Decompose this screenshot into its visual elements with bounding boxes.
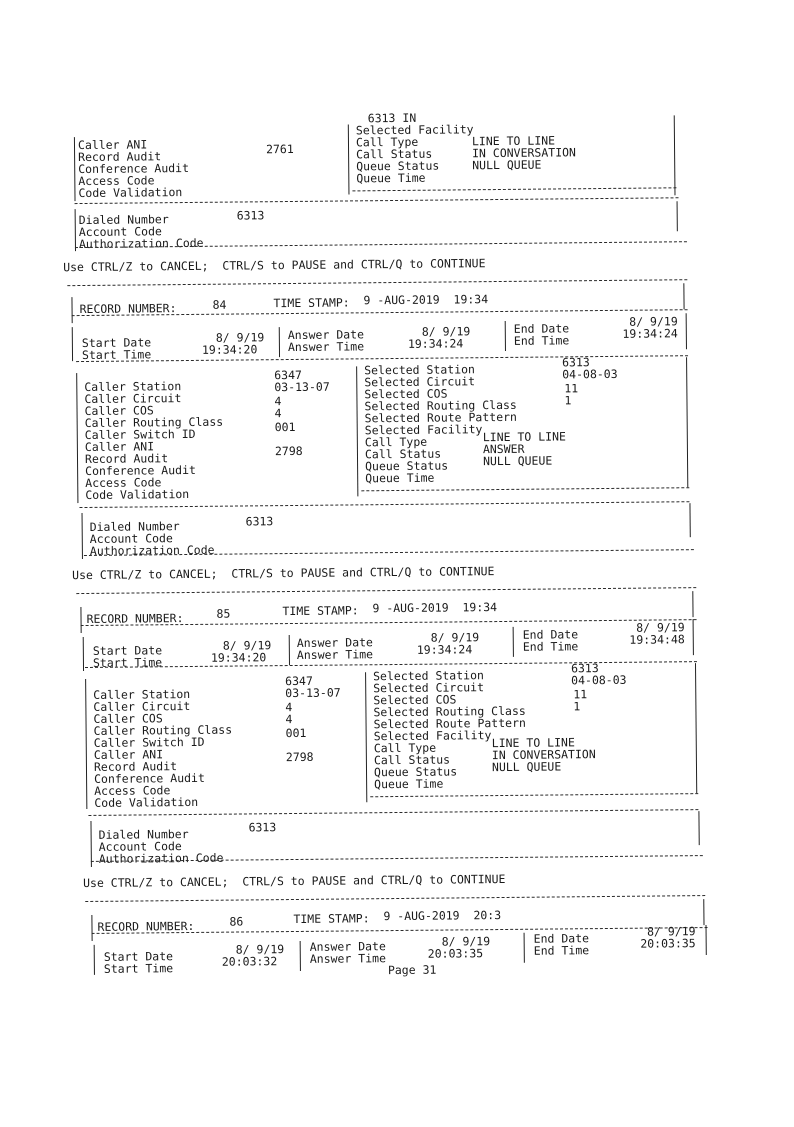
account-code-label: Account Code	[89, 531, 173, 546]
start-date: 8/ 9/19	[235, 942, 285, 957]
conference-audit-label: Conference Audit	[85, 462, 196, 478]
left-border	[83, 637, 84, 671]
divider	[352, 187, 676, 191]
keyboard-prompt: Use CTRL/Z to CANCEL; CTRL/S to PAUSE and CTRL/Q to CONTINUE	[63, 256, 486, 275]
end-date: 8/ 9/19	[629, 314, 678, 329]
queue-status-label: Queue Status	[365, 458, 449, 474]
column-divider	[300, 941, 301, 971]
access-code-label: Access Code	[78, 173, 155, 189]
authorization-code-label: Authorization Code	[98, 850, 224, 866]
caller-routing-class: 4	[274, 406, 282, 421]
left-border	[80, 607, 81, 633]
queue-status-value: NULL QUEUE	[472, 157, 542, 173]
answer-date-label: Answer Date	[309, 939, 386, 954]
right-border	[695, 663, 697, 793]
caller-switch-id: 001	[274, 419, 296, 435]
call-type: LINE TO LINE	[491, 735, 575, 751]
divider	[76, 587, 696, 594]
column-divider	[356, 366, 358, 496]
conference-audit-label: Conference Audit	[94, 770, 205, 786]
caller-station-label: Caller Station	[93, 686, 191, 702]
right-border	[686, 313, 687, 349]
partial-record	[0, 0, 789, 275]
right-border	[686, 357, 688, 487]
call-status: IN CONVERSATION	[491, 747, 596, 763]
divider	[370, 793, 698, 797]
left-border	[94, 945, 95, 975]
authorization-code-label: Authorization Code	[89, 542, 215, 558]
selected-station: 6313	[570, 661, 599, 676]
left-border	[72, 327, 73, 361]
start-date-label: Start Date	[81, 335, 152, 351]
selected-circuit: 04-08-03	[571, 672, 627, 688]
selected-station: 6313	[562, 355, 590, 370]
selected-cos-label: Selected COS	[373, 692, 457, 708]
queue-status-label: Queue Status	[356, 158, 440, 174]
dialed-number-value: 6313	[236, 208, 265, 223]
selected-routing-class-label: Selected Routing Class	[373, 703, 526, 720]
queue-status: NULL QUEUE	[482, 453, 553, 469]
code-validation-label: Code Validation	[94, 794, 199, 810]
divider	[67, 279, 687, 286]
right-border	[677, 201, 678, 231]
answer-time-label: Answer Time	[287, 339, 365, 355]
record-audit-label: Record Audit	[84, 451, 169, 466]
answer-time: 20:03:35	[427, 946, 484, 961]
keyboard-prompt: Use CTRL/Z to CANCEL; CTRL/S to PAUSE and CTRL/Q to CONTINUE	[72, 564, 495, 583]
queue-time-label: Queue Time	[356, 170, 426, 186]
time-stamp: 9 -AUG-2019 19:34	[372, 600, 498, 616]
time-stamp: 9 -AUG-2019 19:34	[363, 292, 489, 308]
selected-station-value: 6313 IN	[367, 110, 417, 126]
selected-circuit-label: Selected Circuit	[364, 374, 476, 390]
left-border	[76, 373, 78, 503]
selected-station-label: Selected Station	[373, 668, 484, 684]
answer-date-label: Answer Date	[296, 635, 374, 650]
caller-circuit: 03-13-07	[285, 685, 341, 701]
end-date-label: End Date	[522, 627, 579, 642]
divider	[88, 809, 698, 816]
end-time-label: End Time	[533, 943, 590, 958]
column-divider	[289, 635, 290, 665]
caller-cos-label: Caller COS	[93, 711, 163, 726]
code-validation-label: Code Validation	[85, 486, 190, 502]
call-status-label: Call Status	[364, 446, 442, 462]
caller-routing-class-label: Caller Routing Class	[93, 722, 233, 738]
selected-facility-label: Selected Facility	[355, 122, 474, 138]
record-number: 85	[216, 606, 231, 621]
call-type: LINE TO LINE	[482, 429, 566, 445]
caller-circuit: 03-13-07	[274, 379, 330, 395]
caller-cos-label: Caller COS	[84, 403, 154, 418]
time-stamp-label: TIME STAMP:	[282, 603, 359, 619]
caller-routing-class: 4	[285, 712, 293, 727]
selected-route-pattern-label: Selected Route Pattern	[364, 409, 518, 426]
selected-circuit-label: Selected Circuit	[373, 680, 485, 696]
answer-time: 19:34:24	[416, 642, 473, 657]
call-status-label: Call Status	[373, 752, 451, 768]
right-border	[698, 811, 699, 845]
start-date: 8/ 9/19	[215, 330, 265, 345]
record-audit-label: Record Audit	[78, 149, 162, 165]
caller-ani-label: Caller ANI	[77, 137, 148, 153]
queue-time-label: Queue Time	[365, 470, 435, 486]
dialed-number-label: Dialed Number	[78, 212, 169, 228]
right-border	[674, 115, 676, 195]
selected-cos-label: Selected COS	[364, 386, 448, 402]
record-number-label: RECORD NUMBER:	[97, 918, 195, 934]
end-date-label: End Date	[513, 321, 570, 336]
queue-status: NULL QUEUE	[491, 759, 562, 775]
end-time: 19:34:24	[622, 326, 678, 341]
left-border	[85, 679, 87, 809]
end-time: 20:03:35	[640, 936, 696, 951]
record-number-label: RECORD NUMBER:	[79, 301, 177, 317]
dialed-number-label: Dialed Number	[89, 519, 180, 534]
selected-cos: 11	[573, 687, 588, 702]
access-code-label: Access Code	[85, 475, 162, 490]
selected-routing-class: 1	[564, 393, 572, 408]
start-time: 19:34:20	[210, 650, 267, 665]
divider	[361, 487, 689, 491]
page-number: Page 31	[387, 962, 437, 978]
start-time-label: Start Time	[103, 961, 174, 976]
authorization-code-label: Authorization Code	[78, 235, 204, 252]
divider	[79, 501, 689, 508]
left-border	[71, 297, 72, 323]
divider	[85, 895, 705, 902]
caller-switch-id: 001	[285, 725, 307, 741]
end-time-label: End Time	[513, 333, 570, 348]
answer-date: 8/ 9/19	[430, 630, 480, 645]
right-border	[683, 283, 684, 309]
record-number: 86	[229, 914, 244, 929]
caller-station: 6347	[285, 673, 313, 689]
start-time-label: Start Time	[81, 347, 152, 363]
call-status: ANSWER	[482, 441, 525, 457]
answer-date-label: Answer Date	[287, 327, 365, 343]
time-stamp-label: TIME STAMP:	[293, 911, 370, 927]
selected-station-label: Selected Station	[364, 362, 476, 378]
account-code-label: Account Code	[98, 839, 182, 854]
end-time-label: End Time	[522, 639, 579, 654]
caller-cos: 4	[274, 394, 282, 409]
conference-audit-label: Conference Audit	[78, 160, 190, 177]
account-code-label: Account Code	[78, 224, 162, 240]
caller-ani-label: Caller ANI	[93, 747, 164, 762]
selected-circuit: 04-08-03	[562, 366, 618, 382]
answer-date: 8/ 9/19	[421, 324, 471, 339]
end-time: 19:34:48	[629, 632, 685, 647]
caller-cos: 4	[285, 700, 293, 715]
selected-facility-label: Selected Facility	[373, 728, 492, 744]
record-number-label: RECORD NUMBER:	[86, 611, 184, 626]
caller-station-label: Caller Station	[84, 379, 182, 394]
right-border	[692, 591, 693, 617]
caller-circuit-label: Caller Circuit	[93, 698, 191, 714]
answer-time: 19:34:24	[407, 336, 464, 351]
call-type-label: Call Type	[355, 134, 419, 150]
caller-switch-id-label: Caller Switch ID	[93, 734, 205, 750]
call-type-value: LINE TO LINE	[471, 133, 556, 149]
start-date-label: Start Date	[92, 643, 163, 658]
column-divider	[348, 124, 350, 194]
time-stamp: 9 -AUG-2019 20:3	[383, 908, 502, 924]
caller-routing-class-label: Caller Routing Class	[84, 414, 224, 430]
right-border	[689, 503, 690, 537]
call-type-label: Call Type	[364, 434, 428, 450]
selected-route-pattern-label: Selected Route Pattern	[373, 715, 526, 732]
answer-time-label: Answer Time	[296, 647, 374, 662]
selected-cos: 11	[564, 381, 579, 396]
queue-time-label: Queue Time	[374, 776, 444, 792]
selected-routing-class: 1	[573, 699, 581, 714]
dialed-number-label: Dialed Number	[98, 827, 189, 842]
column-divider	[505, 321, 506, 351]
code-validation-label: Code Validation	[78, 185, 183, 201]
access-code-label: Access Code	[94, 783, 171, 798]
record-audit-label: Record Audit	[93, 759, 178, 774]
divider	[76, 355, 688, 362]
column-divider	[279, 327, 280, 357]
divider	[85, 661, 697, 668]
selected-facility-label: Selected Facility	[364, 422, 483, 438]
record-audit-value: 2761	[265, 141, 294, 157]
start-date: 8/ 9/19	[222, 638, 272, 653]
column-divider	[513, 627, 514, 657]
keyboard-prompt: Use CTRL/Z to CANCEL; CTRL/S to PAUSE and CTRL/Q to CONTINUE	[83, 871, 506, 891]
start-time: 20:03:32	[221, 954, 278, 969]
left-border	[91, 915, 92, 941]
end-date: 8/ 9/19	[636, 620, 685, 635]
end-date-label: End Date	[533, 931, 590, 946]
dialed-number: 6313	[245, 514, 274, 529]
right-border	[703, 899, 704, 925]
caller-station: 6347	[274, 367, 302, 383]
start-date-label: Start Date	[103, 949, 174, 964]
dialed-number: 6313	[248, 820, 277, 835]
start-time: 19:34:20	[201, 342, 258, 357]
left-border	[82, 513, 83, 559]
answer-date: 8/ 9/19	[441, 934, 491, 949]
left-border	[75, 209, 76, 251]
caller-ani-label: Caller ANI	[84, 439, 155, 454]
record-audit: 2798	[274, 443, 303, 459]
column-divider	[365, 672, 367, 802]
time-stamp-label: TIME STAMP:	[273, 295, 350, 311]
left-border	[74, 137, 76, 201]
right-border	[706, 925, 707, 955]
answer-time-label: Answer Time	[309, 951, 387, 966]
selected-routing-class-label: Selected Routing Class	[364, 397, 517, 414]
end-date: 8/ 9/19	[647, 924, 696, 939]
record-audit: 2798	[285, 749, 314, 765]
caller-circuit-label: Caller Circuit	[84, 391, 182, 406]
start-time-label: Start Time	[92, 655, 163, 670]
call-status-value: IN CONVERSATION	[472, 145, 577, 161]
column-divider	[524, 933, 525, 963]
call-status-label: Call Status	[356, 146, 433, 162]
caller-switch-id-label: Caller Switch ID	[84, 426, 196, 442]
call-type-label: Call Type	[373, 740, 437, 756]
right-border	[693, 619, 694, 655]
record-number: 84	[212, 297, 227, 312]
queue-status-label: Queue Status	[373, 764, 458, 780]
